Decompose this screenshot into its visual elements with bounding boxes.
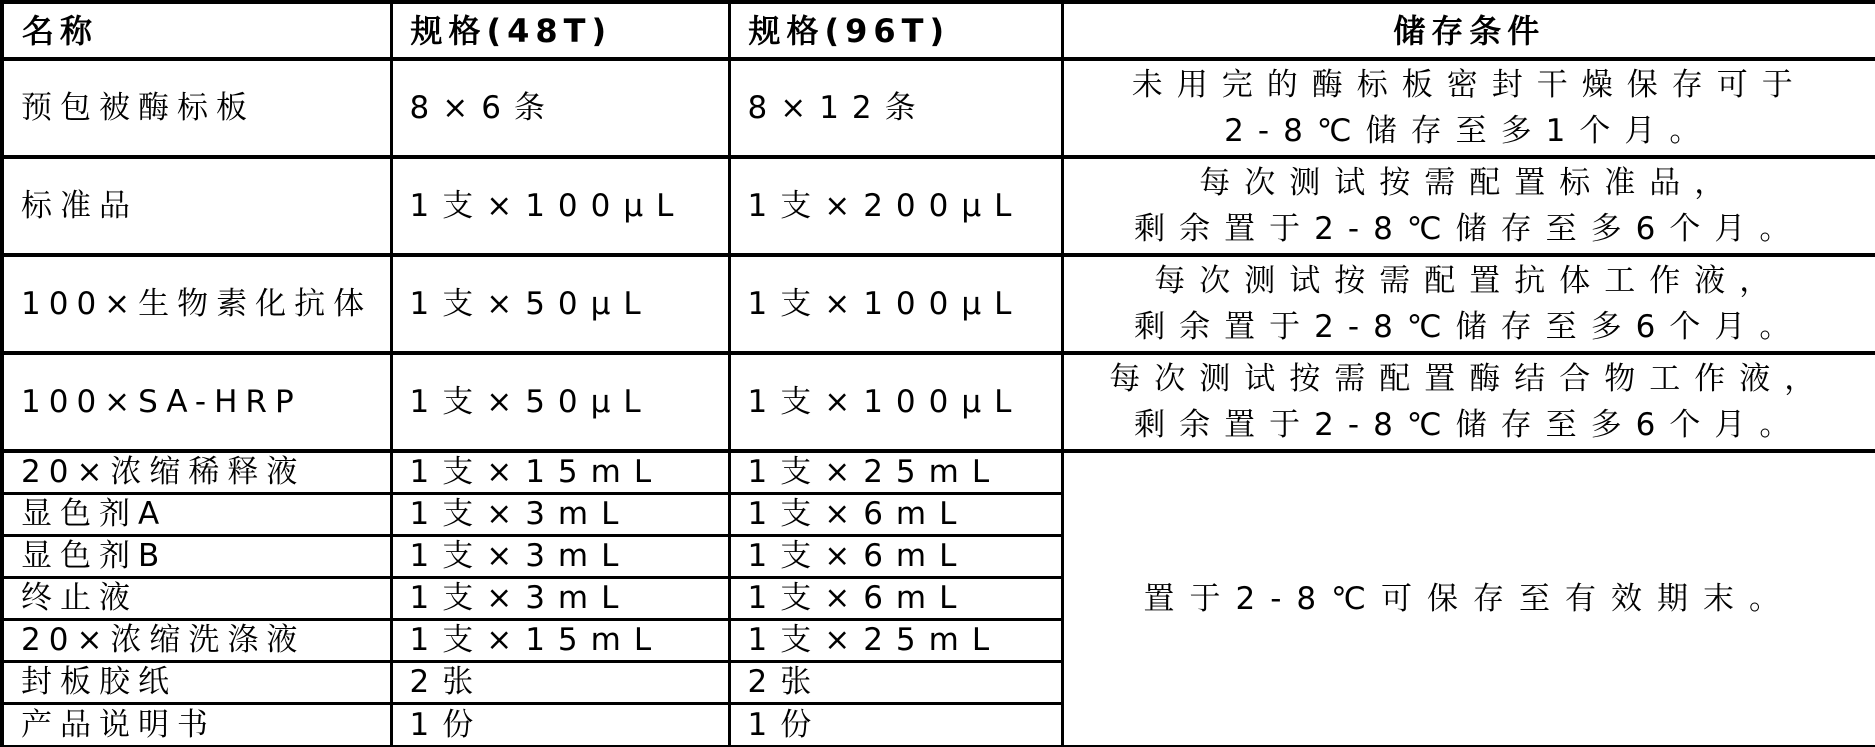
component-name-cell: 封板胶纸: [2, 661, 391, 703]
spec-48t-cell: 1支×3mL: [391, 493, 729, 535]
spec-96t-cell: 1支×200μL: [729, 157, 1062, 255]
component-name-cell: 100×生物素化抗体: [2, 255, 391, 353]
spec-96t-cell: 8×12条: [729, 59, 1062, 157]
storage-condition-cell: [1062, 157, 1875, 255]
spec-96t-cell: 1支×6mL: [729, 577, 1062, 619]
header-spec-48t: 规格(48T): [391, 2, 729, 59]
table-row: [2, 353, 1875, 451]
table-row: [2, 59, 1875, 157]
spec-48t-cell: 1支×15mL: [391, 451, 729, 493]
storage-line: 未用完的酶标板密封干燥保存可于: [1131, 67, 1807, 103]
storage-line: 剩余置于2-8℃储存至多6个月。: [1134, 309, 1805, 345]
component-name-cell: 产品说明书: [2, 703, 391, 747]
spec-48t-cell: 1支×100μL: [391, 157, 729, 255]
spec-48t-cell: 1支×15mL: [391, 619, 729, 661]
storage-line: 置于2-8℃可保存至有效期末。: [1143, 580, 1795, 617]
storage-condition-cell: [1062, 59, 1875, 157]
spec-48t-cell: 1份: [391, 703, 729, 747]
header-spec-96t: 规格(96T): [729, 2, 1062, 59]
storage-line: 每次测试按需配置抗体工作液，: [1154, 263, 1785, 299]
spec-96t-cell: 1支×25mL: [729, 451, 1062, 493]
spec-96t-cell: 1支×6mL: [729, 535, 1062, 577]
spec-96t-cell: 1支×100μL: [729, 255, 1062, 353]
table-row: [2, 255, 1875, 353]
spec-48t-cell: 1支×50μL: [391, 353, 729, 451]
component-name-cell: 标准品: [2, 157, 391, 255]
spec-96t-cell: 2张: [729, 661, 1062, 703]
spec-96t-cell: 1支×100μL: [729, 353, 1062, 451]
spec-48t-cell: 1支×3mL: [391, 577, 729, 619]
component-name-cell: 预包被酶标板: [2, 59, 391, 157]
spec-96t-cell: 1份: [729, 703, 1062, 747]
storage-condition-cell: [1062, 255, 1875, 353]
spec-96t-cell: 1支×6mL: [729, 493, 1062, 535]
spec-48t-cell: 8×6条: [391, 59, 729, 157]
spec-48t-cell: 1支×3mL: [391, 535, 729, 577]
component-name-cell: 20×浓缩洗涤液: [2, 619, 391, 661]
storage-condition-cell: [1062, 353, 1875, 451]
component-name-cell: 显色剂A: [2, 493, 391, 535]
storage-line: 剩余置于2-8℃储存至多6个月。: [1134, 211, 1805, 247]
table-row: [2, 451, 1875, 493]
header-row: [2, 2, 1875, 59]
component-name-cell: 20×浓缩稀释液: [2, 451, 391, 493]
storage-line: 剩余置于2-8℃储存至多6个月。: [1134, 407, 1805, 443]
spec-96t-cell: 1支×25mL: [729, 619, 1062, 661]
storage-line: 2-8℃储存至多1个月。: [1224, 113, 1715, 149]
header-storage-conditions: 储存条件: [1062, 2, 1875, 59]
spec-48t-cell: 2张: [391, 661, 729, 703]
storage-condition-merged-cell: [1062, 451, 1875, 747]
header-name: 名称: [2, 2, 391, 59]
storage-line: 每次测试按需配置标准品，: [1199, 165, 1740, 201]
table-row: [2, 157, 1875, 255]
component-name-cell: 100×SA-HRP: [2, 353, 391, 451]
component-name-cell: 显色剂B: [2, 535, 391, 577]
component-name-cell: 终止液: [2, 577, 391, 619]
storage-line: 每次测试按需配置酶结合物工作液，: [1109, 361, 1830, 397]
spec-48t-cell: 1支×50μL: [391, 255, 729, 353]
